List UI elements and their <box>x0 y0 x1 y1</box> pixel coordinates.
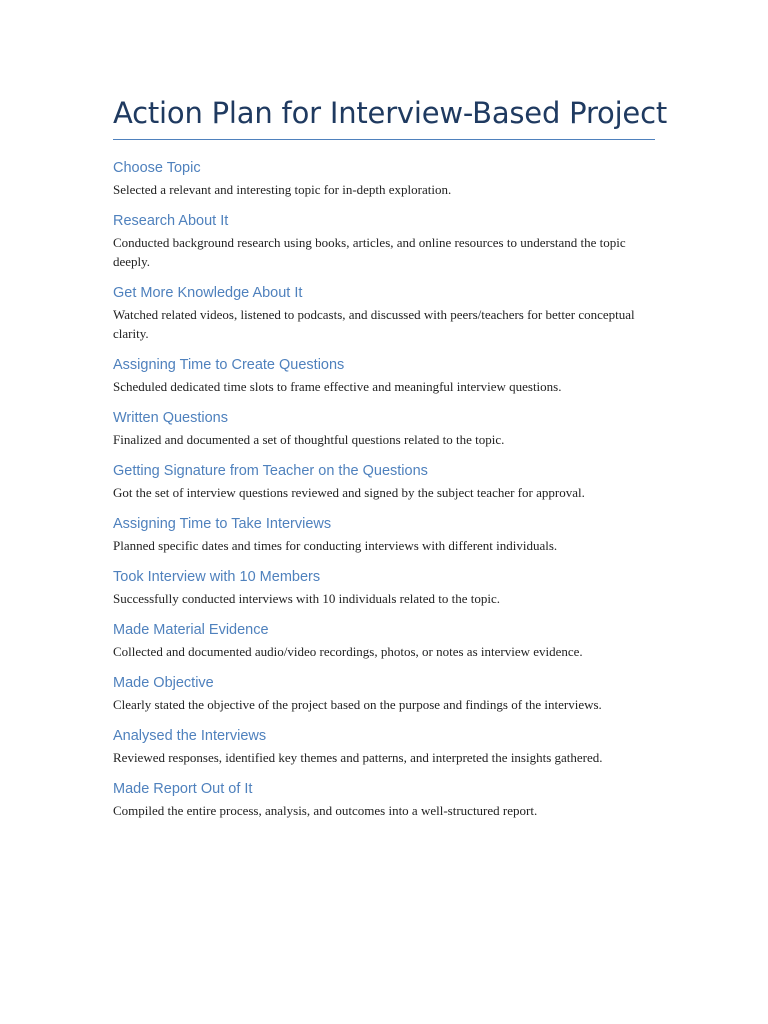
section-heading: Made Material Evidence <box>113 622 269 638</box>
section-body: Scheduled dedicated time slots to frame effective and meaningful interview questions. <box>113 379 562 394</box>
document-page <box>113 92 667 832</box>
section-heading: Written Questions <box>113 410 228 426</box>
section-made-report <box>113 779 655 820</box>
section-assigning-time-interviews <box>113 514 655 555</box>
section-material-evidence <box>113 620 655 661</box>
section-body: Planned specific dates and times for conducting interviews with different individuals. <box>113 538 558 553</box>
section-took-interview <box>113 567 655 608</box>
section-body: Successfully conducted interviews with 10 individuals related to the topic. <box>113 591 501 606</box>
section-body: Compiled the entire process, analysis, and outcomes into a well-structured report. <box>113 803 538 818</box>
section-body: Finalized and documented a set of thoughtful questions related to the topic. <box>113 432 505 447</box>
section-get-more-knowledge <box>113 283 655 343</box>
title-underline-rule <box>113 139 655 140</box>
section-made-objective <box>113 673 655 714</box>
section-heading: Made Report Out of It <box>113 781 253 797</box>
section-assigning-time-questions <box>113 355 655 396</box>
section-written-questions <box>113 408 655 449</box>
section-heading: Made Objective <box>113 675 214 691</box>
section-body: Reviewed responses, identified key themes and patterns, and interpreted the insights gathered. <box>113 750 603 765</box>
section-research-about-it <box>113 211 655 271</box>
section-body: Selected a relevant and interesting topic for in-depth exploration. <box>113 182 452 197</box>
section-heading: Assigning Time to Take Interviews <box>113 516 332 532</box>
section-heading: Get More Knowledge About It <box>113 285 303 301</box>
section-body: Got the set of interview questions reviewed and signed by the subject teacher for approval. <box>113 485 585 500</box>
page-title: Action Plan for Interview-Based Project <box>113 96 667 130</box>
section-body: Clearly stated the objective of the project based on the purpose and findings of the interviews. <box>113 697 602 712</box>
section-heading: Analysed the Interviews <box>113 728 267 744</box>
section-heading: Research About It <box>113 213 229 229</box>
section-body: Watched related videos, listened to podcasts, and discussed with peers/teachers for better conceptual clarity. <box>113 307 635 341</box>
section-body: Conducted background research using books, articles, and online resources to understand the topic deeply. <box>113 235 626 269</box>
section-heading: Took Interview with 10 Members <box>113 569 321 585</box>
section-choose-topic <box>113 158 655 199</box>
section-heading: Assigning Time to Create Questions <box>113 357 345 373</box>
section-analysed-interviews <box>113 726 655 767</box>
section-teacher-signature <box>113 461 655 502</box>
section-heading: Choose Topic <box>113 160 201 176</box>
section-body: Collected and documented audio/video recordings, photos, or notes as interview evidence. <box>113 644 583 659</box>
section-heading: Getting Signature from Teacher on the Questions <box>113 463 428 479</box>
